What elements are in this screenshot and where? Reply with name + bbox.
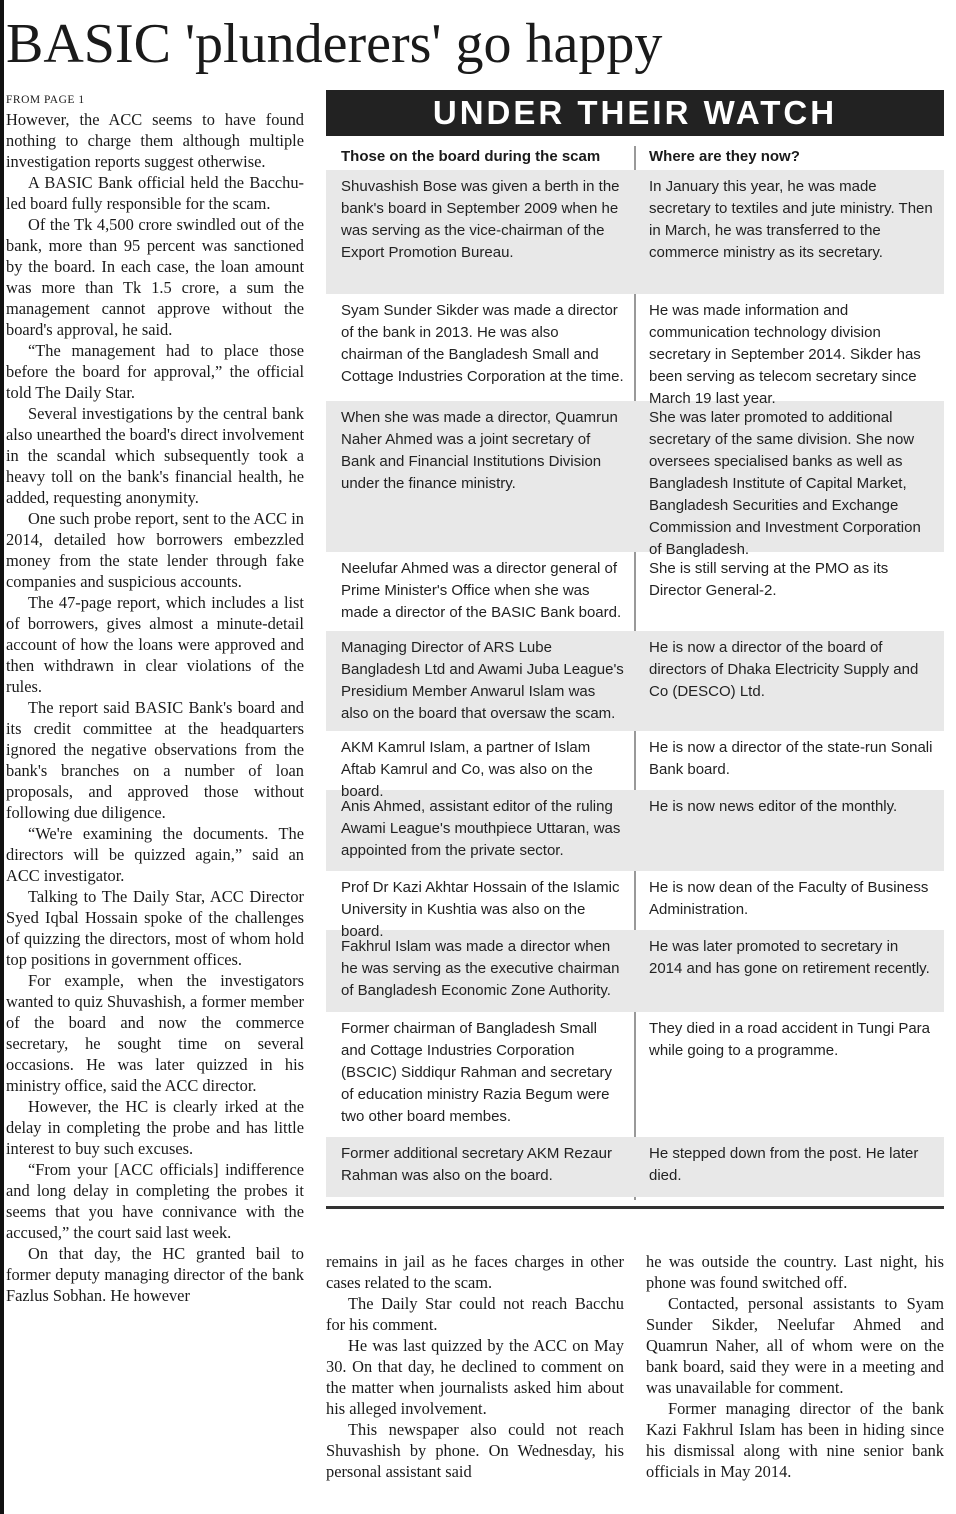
box-rows — [326, 170, 944, 1197]
paragraph: Several investigations by the central bank also unearthed the board's direct involvement in the scandal which subsequently took a heavy toll on the bank's financial health, he added, requesting anonymity. — [6, 404, 304, 507]
board-member-cell: When she was made a director, Quamrun Naher Ahmed was a joint secretary of Bank and Financial Institutions Division under the finance ministry. — [341, 409, 618, 492]
paragraph: On that day, the HC granted bail to former deputy managing director of the bank Fazlus Sobhan. He however — [6, 1244, 304, 1305]
status-now-cell: He is now dean of the Faculty of Business Administration. — [649, 879, 929, 918]
paragraph: remains in jail as he faces charges in other cases related to the scam. — [326, 1252, 624, 1292]
table-row — [326, 631, 944, 731]
column-header-now: Where are they now? — [649, 148, 800, 165]
table-row — [326, 871, 944, 940]
paragraph: he was outside the country. Last night, his phone was found switched off. — [646, 1252, 944, 1292]
board-member-cell: Neelufar Ahmed was a director general of Prime Minister's Office when she was made a director of the BASIC Bank board. — [341, 560, 622, 621]
paragraph: However, the ACC seems to have found nothing to charge them although multiple investigation reports suggest otherwise. — [6, 110, 304, 171]
headline: BASIC 'plunderers' go happy — [6, 13, 663, 75]
from-page-label: FROM PAGE 1 — [6, 94, 85, 106]
table-row — [326, 930, 944, 1012]
paragraph: “From your [ACC officials] indifference and long delay in completing the probes it seems that you have connivance with the accused,” the court said last week. — [6, 1160, 304, 1242]
board-member-cell: Fakhrul Islam was made a director when he was serving as the executive chairman of Bangladesh Economic Zone Authority. — [341, 938, 620, 999]
paragraph: The report said BASIC Bank's board and its credit committee at the headquarters ignored the negative observations from the bank's branches on a number of loan proposals, and approved those without following due diligence. — [6, 698, 304, 822]
paragraph: The Daily Star could not reach Bacchu for his comment. — [326, 1294, 624, 1334]
paragraph: Contacted, personal assistants to Syam Sunder Sikder, Neelufar Ahmed and Quamrun Naher, all of whom were on the bank board, said they were in a meeting and was unavailable for comment. — [646, 1294, 944, 1397]
article-column-3 — [646, 1251, 944, 1482]
paragraph: One such probe report, sent to the ACC in 2014, detailed how borrowers embezzled money from the state lender through fake companies and suspicious accounts. — [6, 509, 304, 591]
status-now-cell: They died in a road accident in Tungi Para while going to a programme. — [649, 1020, 931, 1059]
paragraph: The 47-page report, which includes a list of borrowers, gives almost a minute-detail account of how the loans were approved and then withdrawn in clear violations of the rules. — [6, 593, 304, 696]
paragraph: Of the Tk 4,500 crore swindled out of the bank, more than 95 percent was sanctioned by the board. In each case, the loan amount was more than Tk 1.5 crore, a sum the management cannot approve without the board's approval, he said. — [6, 215, 304, 339]
table-row — [326, 1137, 944, 1197]
paragraph: “We're examining the documents. The directors will be quizzed again,” said an ACC investigator. — [6, 824, 304, 885]
paragraph: “The management had to place those before the board for approval,” the official told The Daily Star. — [6, 341, 304, 402]
status-now-cell: In January this year, he was made secretary to textiles and jute ministry. Then in March, he was transferred to the commerce ministry as its secretary. — [649, 178, 933, 261]
status-now-cell: She was later promoted to additional secretary of the same division. She now oversees specialised banks as well as Bangladesh Institute of Capital Market, Bangladesh Securities and Exchange Commission and Investment Corporation of Bangladesh. — [649, 409, 921, 558]
box-bottom-rule — [326, 1206, 944, 1209]
paragraph: A BASIC Bank official held the Bacchu-led board fully responsible for the scam. — [6, 173, 304, 213]
table-row — [326, 170, 944, 294]
box-title: UNDER THEIR WATCH — [326, 90, 944, 136]
article-column-1 — [6, 93, 304, 1306]
board-member-cell: Former chairman of Bangladesh Small and Cottage Industries Corporation (BSCIC) Siddiqur Rahman and secretary of education ministry Razia Begum were two other board membes. — [341, 1020, 612, 1125]
table-row — [326, 294, 944, 407]
board-member-cell: Prof Dr Kazi Akhtar Hossain of the Islamic University in Kushtia was also on the board. — [341, 879, 620, 940]
table-row — [326, 731, 944, 800]
status-now-cell: He is now a director of the state-run Sonali Bank board. — [649, 739, 933, 778]
article-column-2 — [326, 1251, 624, 1482]
board-member-cell: Syam Sunder Sikder was made a director of the bank in 2013. He was also chairman of the Bangladesh Small and Cottage Industries Corporation at the time. — [341, 302, 624, 385]
status-now-cell: He was made information and communication technology division secretary in September 2014. Sikder has been serving as telecom secretary since March 19 last year. — [649, 302, 921, 407]
paragraph: Former managing director of the bank Kazi Fakhrul Islam has been in hiding since his dismissal along with nine senior bank officials in May 2014. — [646, 1399, 944, 1481]
paragraph: This newspaper also could not reach Shuvashish by phone. On Wednesday, his personal assistant said — [326, 1420, 624, 1481]
page-left-edge — [0, 0, 4, 1514]
status-now-cell: He was later promoted to secretary in 2014 and has gone on retirement recently. — [649, 938, 930, 977]
paragraph: However, the HC is clearly irked at the delay in completing the probe and has little interest to buy such excuses. — [6, 1097, 304, 1158]
board-member-cell: AKM Kamrul Islam, a partner of Islam Aftab Kamrul and Co, was also on the board. — [341, 739, 593, 800]
table-row — [326, 790, 944, 871]
status-now-cell: He stepped down from the post. He later died. — [649, 1145, 919, 1184]
table-row — [326, 401, 944, 558]
status-now-cell: He is now news editor of the monthly. — [649, 798, 898, 815]
board-member-cell: Managing Director of ARS Lube Bangladesh Ltd and Awami Juba League's Presidium Member Anwarul Islam was also on the board that oversaw the scam. — [341, 639, 624, 722]
paragraph: Talking to The Daily Star, ACC Director Syed Iqbal Hossain spoke of the challenges of quizzing the directors, most of whom hold top positions in government offices. — [6, 887, 304, 969]
table-row — [326, 552, 944, 631]
column-header-board: Those on the board during the scam — [341, 148, 601, 165]
status-now-cell: She is still serving at the PMO as its Director General-2. — [649, 560, 889, 599]
status-now-cell: He is now a director of the board of directors of Dhaka Electricity Supply and Co (DESCO) Ltd. — [649, 639, 919, 700]
paragraph: For example, when the investigators wanted to quiz Shuvashish, a former member of the board and now the commerce secretary, he sought time on several occasions. He was later quizzed in his ministry office, said the ACC director. — [6, 971, 304, 1095]
under-their-watch-box — [326, 90, 944, 1210]
paragraph: He was last quizzed by the ACC on May 30. On that day, he declined to comment on the matter when journalists asked him about his alleged involvement. — [326, 1336, 624, 1418]
board-member-cell: Anis Ahmed, assistant editor of the ruling Awami League's mouthpiece Uttaran, was appointed from the private sector. — [341, 798, 621, 859]
board-member-cell: Former additional secretary AKM Rezaur Rahman was also on the board. — [341, 1145, 612, 1184]
table-row — [326, 1012, 944, 1137]
board-member-cell: Shuvashish Bose was given a berth in the bank's board in September 2009 when he was serving as the vice-chairman of the Export Promotion Bureau. — [341, 178, 620, 261]
